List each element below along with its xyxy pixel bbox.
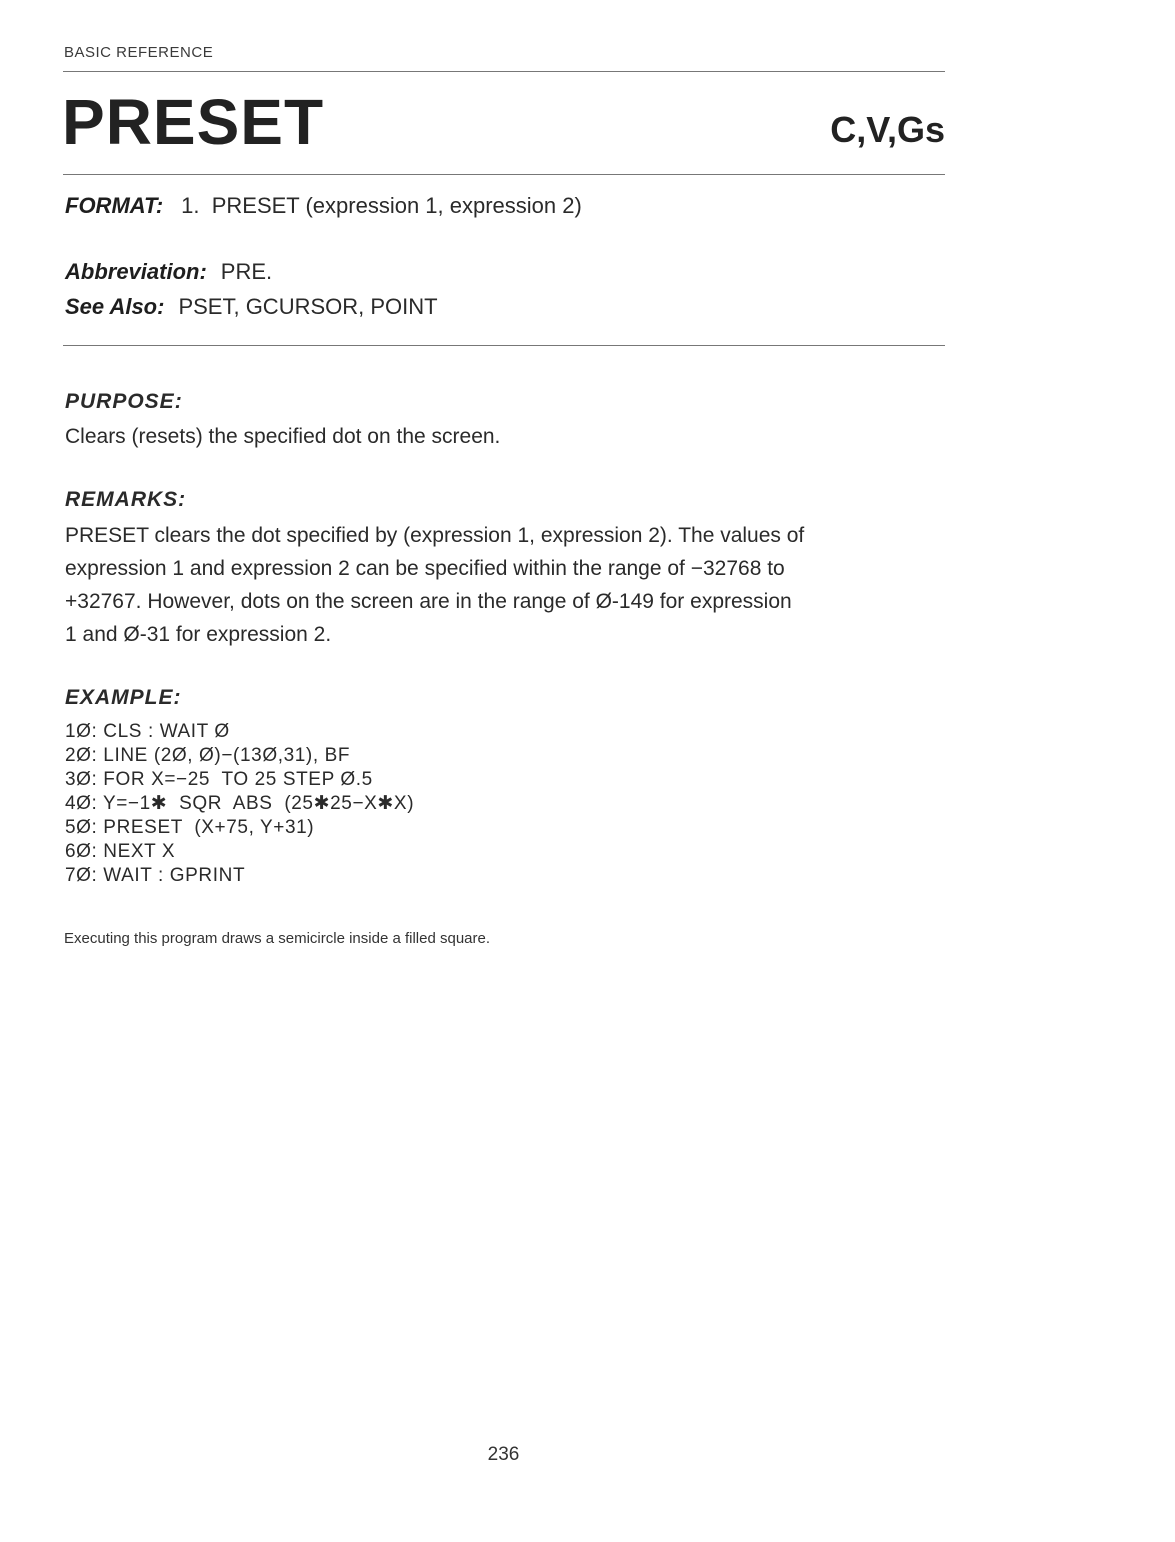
purpose-text: Clears (resets) the specified dot on the screen. (65, 425, 501, 448)
code-line: 3Ø: FOR X=−25 TO 25 STEP Ø.5 (65, 769, 373, 790)
abbreviation-value: PRE. (220, 259, 273, 284)
remarks-line: expression 1 and expression 2 can be specified within the range of −32768 to (65, 557, 785, 580)
remarks-text (65, 519, 945, 651)
see-also-value: PSET, GCURSOR, POINT (178, 294, 438, 319)
section-rule (63, 345, 945, 346)
code-line: 6Ø: NEXT X (65, 841, 176, 862)
see-also-row (65, 292, 438, 322)
format-value: 1. PRESET (expression 1, expression 2) (181, 193, 582, 218)
header-rule (63, 71, 945, 72)
remarks-line: 1 and Ø-31 for expression 2. (65, 623, 332, 646)
code-line: 2Ø: LINE (2Ø, Ø)−(13Ø,31), BF (65, 745, 351, 766)
remarks-heading: REMARKS: (65, 488, 187, 511)
remarks-line: PRESET clears the dot specified by (expression 1, expression 2). The values of (65, 524, 805, 547)
example-heading: EXAMPLE: (65, 686, 182, 709)
page-title: PRESET (62, 86, 325, 158)
see-also-label: See Also: (65, 294, 165, 319)
example-caption: Executing this program draws a semicircle inside a filled square. (64, 930, 491, 947)
abbreviation-row (65, 257, 272, 287)
title-rule (63, 174, 945, 175)
abbreviation-label: Abbreviation: (65, 259, 207, 284)
purpose-heading: PURPOSE: (65, 390, 183, 413)
page-number: 236 (487, 1444, 520, 1465)
running-head: BASIC REFERENCE (64, 44, 214, 61)
code-line: 7Ø: WAIT : GPRINT (65, 865, 246, 886)
remarks-line: +32767. However, dots on the screen are in the range of Ø-149 for expression (65, 590, 792, 613)
code-line: 1Ø: CLS : WAIT Ø (65, 721, 230, 742)
code-line: 4Ø: Y=−1✱ SQR ABS (25✱25−X✱X) (65, 793, 415, 814)
example-code (65, 720, 414, 888)
mode-indicator: C,V,Gs (830, 109, 945, 150)
format-row (65, 191, 582, 221)
format-label: FORMAT: (65, 193, 164, 218)
code-line: 5Ø: PRESET (X+75, Y+31) (65, 817, 315, 838)
